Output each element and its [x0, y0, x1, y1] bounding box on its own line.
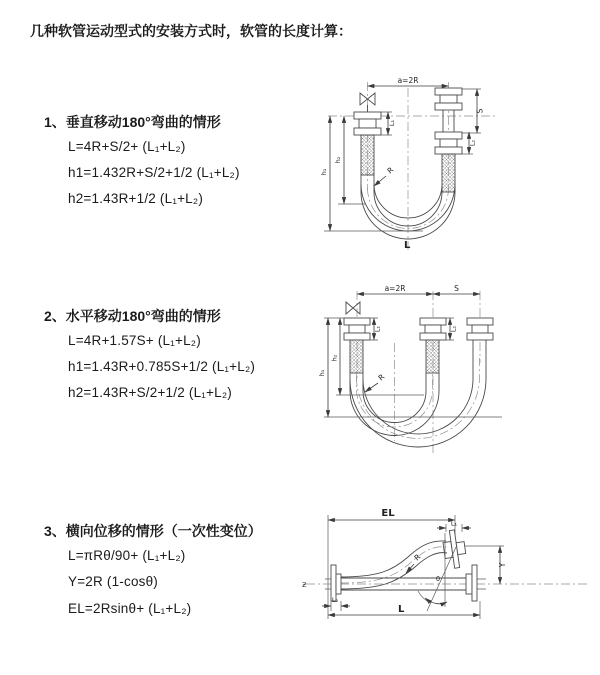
centerlines	[357, 291, 480, 455]
angle-theta-label: θ	[436, 575, 440, 583]
section3-formula-Y: Y=2R (1-cosθ)	[68, 574, 159, 589]
section2-formula-h2: h2=1.43R+S/2+1/2 (L₁+L₂)	[68, 385, 232, 400]
section1-formula-h1: h1=1.432R+S/2+1/2 (L₁+L₂)	[68, 165, 240, 180]
diagram-lateral-displacement	[298, 503, 593, 648]
dim-s-label: S	[475, 108, 485, 114]
dim-l	[328, 601, 480, 619]
dim-a2r-label: a=2R	[397, 76, 419, 85]
dim-l1-label: L₁	[373, 325, 382, 333]
dim-el	[328, 508, 455, 619]
dim-h1-label: h₁	[320, 168, 328, 176]
dim-l2	[322, 596, 350, 611]
dim-l2-label: L₂	[449, 325, 458, 333]
dim-h2-label: h₂	[334, 156, 342, 164]
radius-label: R	[376, 372, 387, 383]
section2-formula-L: L=4R+1.57S+ (L₁+L₂)	[68, 333, 201, 348]
right-flange	[466, 565, 486, 601]
dim-a2r-label: a=2R	[384, 284, 406, 293]
section1-formula-L: L=4R+S/2+ (L₁+L₂)	[68, 139, 186, 154]
hose-loops	[350, 358, 486, 447]
diagram-vertical-bend	[310, 72, 560, 252]
section3-heading: 3、横向位移的情形（一次性变位）	[44, 523, 262, 539]
section1-heading: 1、垂直移动180°弯曲的情形	[44, 114, 221, 130]
dim-l2	[462, 132, 477, 154]
dim-s-label: S	[454, 284, 459, 293]
section2-formula-h1: h1=1.43R+0.785S+1/2 (L₁+L₂)	[68, 359, 256, 374]
radius-callout	[374, 165, 395, 186]
section3-formula-L: L=πRθ/90+ (L₁+L₂)	[68, 548, 186, 563]
axis-centerline	[302, 581, 590, 589]
dim-s	[433, 284, 480, 294]
dim-h1-label: h₁	[318, 369, 326, 377]
section2-heading: 2、水平移动180°弯曲的情形	[44, 308, 221, 324]
left-fitting	[354, 112, 381, 175]
dim-el-label: EL	[381, 508, 395, 519]
dim-l2-label: L₂	[331, 596, 339, 604]
dim-a2r	[368, 76, 449, 86]
axis-label: Ƶ	[302, 581, 307, 589]
dim-l2-label: L₂	[468, 139, 477, 147]
centerlines	[328, 82, 495, 250]
dim-y-label: Y	[498, 562, 507, 568]
page-title: 几种软管运动型式的安装方式时，软管的长度计算：	[30, 23, 352, 39]
radius-label: R	[412, 552, 423, 563]
dim-l1-label: L₁	[450, 519, 458, 528]
length-label: L	[404, 240, 411, 251]
right-fitting	[435, 88, 462, 192]
dim-a2r	[357, 284, 433, 294]
left-fitting	[344, 318, 370, 373]
dim-h2-label: h₂	[330, 354, 339, 362]
radius-callout	[365, 372, 386, 392]
dim-l-label: L	[398, 604, 405, 615]
valve-icon	[346, 302, 360, 314]
diagram-horizontal-bend	[312, 283, 562, 461]
displaced-hose	[340, 541, 447, 589]
dim-l1-label: L₁	[388, 119, 396, 127]
displaced-fitting	[467, 318, 493, 358]
section3-formula-EL: EL=2Rsinθ+ (L₁+L₂)	[68, 601, 192, 616]
radius-label: R	[385, 165, 396, 176]
middle-fitting	[420, 318, 446, 373]
upper-flange	[441, 529, 467, 570]
dim-s	[462, 89, 485, 133]
section1-formula-h2: h2=1.43R+1/2 (L₁+L₂)	[68, 191, 204, 206]
